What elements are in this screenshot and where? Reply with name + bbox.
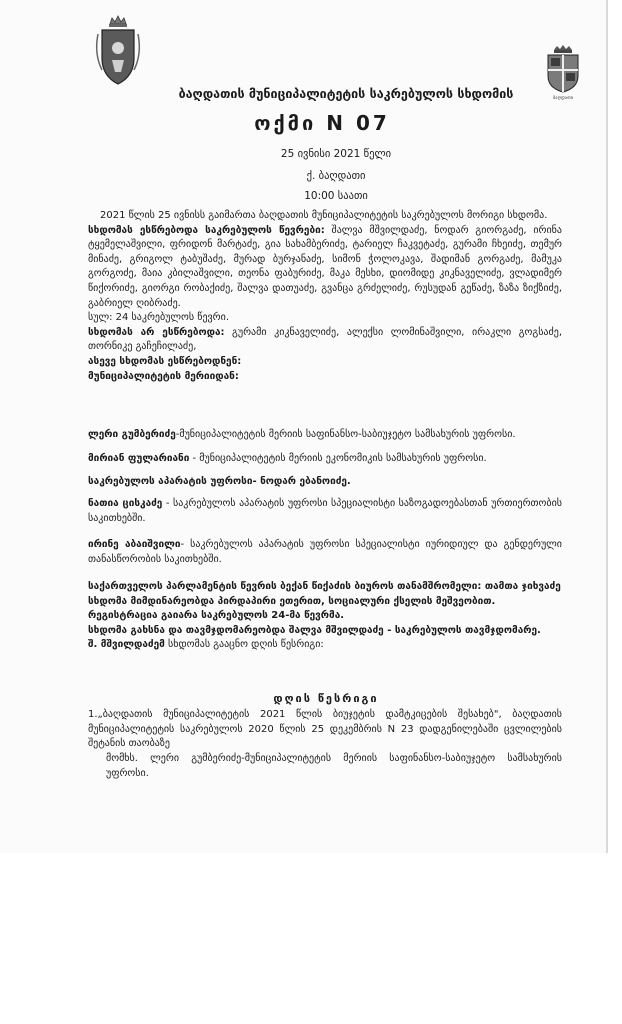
attendee-item <box>88 452 562 467</box>
attendee-item <box>88 428 562 443</box>
agenda-speaker <box>88 752 562 781</box>
page-edge <box>606 0 608 853</box>
speaker-label: მომხს. <box>106 753 138 764</box>
also-present-label: ასევე სხდომას ესწრებოდნენ: <box>88 355 242 367</box>
attendee-item <box>88 475 562 490</box>
reader-name: შ. მშვილდაძემ <box>88 639 165 651</box>
attendee-item <box>88 497 562 526</box>
session-heading: ბაღდათის მუნიციპალიტეტის საკრებულოს სხდომის <box>178 86 514 101</box>
attendee-role: - მუნიციპალიტეტის მერიის ეკონომიკის სამსახურის უფროსი. <box>189 453 487 464</box>
attendee-name: საკრებულოს აპარატის უფროსი- ნოდარ ებანოიძე. <box>88 476 351 487</box>
agenda-item: 1.„ბაღდათის მუნიციპალიტეტის 2021 წლის ბიუჯეტის დამტკიცების შესახებ", ბაღდათის მუნიციპალიტეტის საკრებულოს 2020 წლის 25 დეკემბრის N 23 დადგენილებაში ცვლილების შეტანის თაობაზე <box>88 709 562 750</box>
protocol-number: ოქმი N 07 <box>254 111 390 135</box>
member-total: სულ: 24 საკრებულოს წევრი. <box>88 312 229 324</box>
intro-line: 2021 წლის 25 ივნისს გაიმართა ბაღდათის მუნიციპალიტეტის საკრებულოს მორიგი სხდომა. <box>100 210 548 221</box>
attendee-role: - საკრებულოს აპარატის უფროსი სპეციალისტი იურიდიულ და გენდერული თანასწორობის საკითხებში. <box>88 539 562 565</box>
agenda-title: დღის წესრიგი <box>273 692 379 705</box>
attendee-role: - საკრებულოს აპარატის უფროსი სპეციალისტი საზოგადოებასთან ურთიერთობის საკითხებში. <box>88 498 562 524</box>
georgia-coat-of-arms-icon <box>88 14 148 88</box>
emblem-caption: ბაღდათი <box>552 96 574 100</box>
attendee-role: -მუნიციპალიტეტის მერიის საფინანსო-საბიუჯეტო სამსახურის უფროსი. <box>175 429 516 440</box>
intro-section <box>88 209 562 384</box>
absent-names: გურამი კიკნაველიძე, ალექსი ლომინაშვილი, ირაკლი გოგსაძე, თორნიკე გაჩეჩილაძე, <box>88 326 562 353</box>
present-names: შალვა მშვილდაძე, ნოდარ გიორგაძე, ირინა ტყემელაშვილი, ფრიდონ მარტაძე, გია სახამბერიძე, ტარიელ ჩაკვეტაძე, გურამი ჩხეიძე, თემურ მინაძე, გრიგოლ ტაბუშაძე, მურად ბურჯანაძე, სიმონ ჭოლოკავა, შადიმან გორგაძე, მამუკა გორგოძე, მაია კბილაშვილი, თეონა ფაბურიძე, მაკა მესხი, დიომიდე კიკნაველიძე, ვლადიმერ წიქორიძე, გიორგი რობაქიძე, შალვა დათუაძე, გვანცა გრძელიძე, რუსუდან გეწაძე, ზაზა ზიქზიძე, გაბრიელ ღიბრაძე. <box>88 224 562 309</box>
attendee-name: ირინე აბაიშვილი <box>88 539 181 550</box>
registration-note: რეგისტრაცია გაიარა საკრებულოს 24-მა წევრმა. <box>88 610 345 622</box>
attendee-name: ნათია ცისკაძე <box>88 498 163 509</box>
attendee-name: ლერი გუმბერიძე <box>88 429 176 440</box>
attendee-name: მირიან ფულარიანი <box>88 453 190 464</box>
reader-note: სხდომას გააცნო დღის წესრიგი: <box>164 639 324 651</box>
session-place: ქ. ბაღდათი <box>306 170 366 182</box>
session-date: 25 ივნისი 2021 წელი <box>280 148 392 160</box>
closing-section <box>88 580 562 653</box>
parliament-guest: საქართველოს პარლამენტის წევრის ბექან წიქაძის ბიუროს თანამშრომელი: თამთა ჯიხვაძე <box>88 581 561 592</box>
present-label: სხდომას ესწრებოდა საკრებულოს წევრები: <box>88 224 325 236</box>
attendee-item <box>88 538 562 567</box>
chair-note: სხდომა გახსნა და თავმჯდომარეობდა შალვა მშვილდაძე - საკრებულოს თავმჯდომარე. <box>88 624 541 636</box>
mayoralty-label: მუნიციპალიტეტის მერიიდან: <box>88 370 239 382</box>
absent-label: სხდომას არ ესწრებოდა: <box>88 326 225 338</box>
speaker-info: ლერი გუმბერიძე-მუნიციპალიტეტის მერიის საფინანსო-საბიუჯეტო სამსახურის უფროსი. <box>106 753 562 779</box>
session-time: 10:00 საათი <box>304 190 368 202</box>
broadcast-note: სხდომა მიმდინარეობდა პირდაპირი ეთერით, სოციალური ქსელის მეშვეობით. <box>88 595 496 607</box>
